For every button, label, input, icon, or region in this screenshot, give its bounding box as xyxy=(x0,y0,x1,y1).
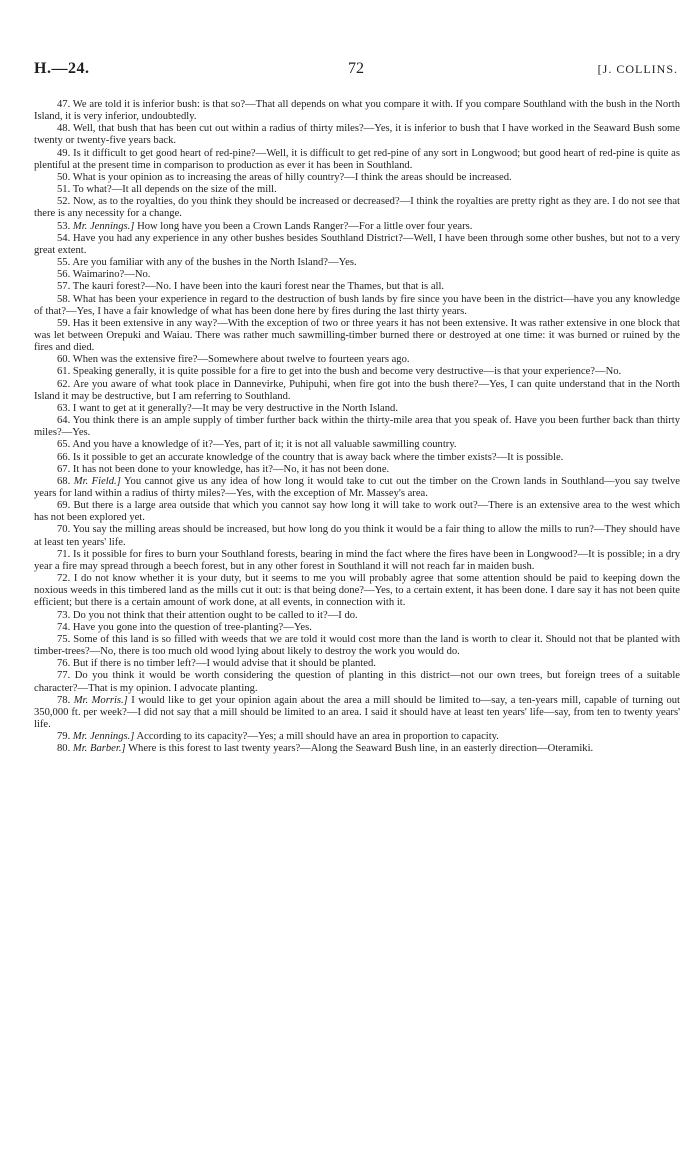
testimony-paragraph xyxy=(34,184,680,196)
question-number: 68. xyxy=(57,475,71,487)
question-number: 56. xyxy=(57,269,71,281)
testimony-paragraph xyxy=(34,500,680,524)
testimony-paragraph xyxy=(34,573,680,609)
testimony-paragraph xyxy=(34,524,680,548)
speaker-name: Mr. Morris.] xyxy=(73,694,128,706)
question-number: 63. xyxy=(57,402,71,414)
testimony-paragraph xyxy=(34,233,680,257)
question-number: 51. xyxy=(57,184,71,196)
question-number: 76. xyxy=(57,658,71,670)
question-number: 59. xyxy=(57,317,71,329)
testimony-paragraph xyxy=(34,415,680,439)
question-number: 58. xyxy=(57,293,71,305)
testimony-paragraph xyxy=(34,99,680,123)
testimony-text: Have you had any experience in any other bushes besides Southland District?—Well, I have been through some other bushes, but not to a very great extent. xyxy=(34,232,680,256)
speaker-name: Mr. Barber.] xyxy=(72,743,126,755)
question-number: 57. xyxy=(57,281,71,293)
testimony-text: It has not been done to your knowledge, has it?—No, it has not been done. xyxy=(72,463,390,475)
testimony-text: To what?—It all depends on the size of the mill. xyxy=(72,184,277,196)
question-number: 48. xyxy=(57,123,71,135)
testimony-paragraph xyxy=(34,294,680,318)
testimony-paragraph xyxy=(34,464,680,476)
testimony-text: Is it difficult to get good heart of red-pine?—Well, it is difficult to get red-pine of any sort in Longwood; but good heart of red-pine is quite as plentiful at the present time in comparison to production as ever it has been in Southland. xyxy=(34,147,680,171)
question-number: 74. xyxy=(57,621,71,633)
testimony-text: According to its capacity?—Yes; a mill should have an area in proportion to capacity. xyxy=(136,731,499,743)
speaker-name: Mr. Jennings.] xyxy=(72,731,135,743)
page-header xyxy=(34,60,678,82)
witness-name: [J. COLLINS. xyxy=(597,62,678,76)
question-number: 75. xyxy=(57,633,71,645)
testimony-text: Has it been extensive in any way?—With the exception of two or three years it has not been extensive. It was rather extensive in one block that was let between Orepuki and Waiau. There was rather much sawmilling-timber burned there or destroyed at one time: it was burned or ruined by the fires and died. xyxy=(34,317,680,354)
testimony-text: Some of this land is so filled with weeds that we are told it would cost more than the land is worth to clear it. Should not that be planted with timber-trees?—No, there is too much old wood lying about likely to destroy the work you would do. xyxy=(34,633,680,658)
testimony-text: Well, that bush that has been cut out within a radius of thirty miles?—Yes, it is inferior to bush that I have worked in the Seaward Bush some twenty or twenty-five years back. xyxy=(34,123,680,147)
testimony-paragraph xyxy=(34,670,680,694)
testimony-text: When was the extensive fire?—Somewhere about twelve to fourteen years ago. xyxy=(72,354,410,366)
question-number: 72. xyxy=(57,573,71,585)
testimony-text: I do not know whether it is your duty, but it seems to me you will probably agree that some attention should be paid to keeping down the noxious weeds in this timbered land as the mills cut it out: is that being done?—Yes, to a certain extent, it has been done. I dare say it has not been quite efficient; but there is a certain amount of work done, at all events, in connection with it. xyxy=(34,573,680,609)
testimony-paragraph xyxy=(34,695,680,731)
testimony-paragraph xyxy=(34,318,680,354)
transcript-body xyxy=(34,99,680,755)
testimony-paragraph xyxy=(34,379,680,403)
testimony-text: But if there is no timber left?—I would advise that it should be planted. xyxy=(72,658,376,670)
testimony-paragraph xyxy=(34,622,680,634)
testimony-text: And you have a knowledge of it?—Yes, part of it; it is not all valuable sawmilling country. xyxy=(72,439,457,451)
question-number: 78. xyxy=(57,694,71,706)
testimony-text: Do you think it would be worth considering the question of planting in this district—not our own trees, but foreign trees of a suitable character?—That is my opinion. I advocate planting. xyxy=(34,670,680,694)
question-number: 50. xyxy=(57,171,71,183)
question-number: 60. xyxy=(57,354,71,366)
testimony-text: The kauri forest?—No. I have been into the kauri forest near the Thames, but that is all. xyxy=(72,281,445,293)
testimony-text: What is your opinion as to increasing the areas of hilly country?—I think the areas should be increased. xyxy=(72,171,512,183)
testimony-paragraph xyxy=(34,148,680,172)
question-number: 69. xyxy=(57,500,71,512)
testimony-paragraph xyxy=(34,281,680,293)
testimony-paragraph xyxy=(34,634,680,658)
question-number: 71. xyxy=(57,548,71,560)
testimony-text: Are you aware of what took place in Dannevirke, Puhipuhi, when fire got into the bush there?—Yes, I can quite understand that in the North Island it may be destructive, but I am referring to Southland. xyxy=(34,378,680,402)
testimony-paragraph xyxy=(34,172,680,184)
testimony-text: Do you not think that their attention ought to be called to it?—I do. xyxy=(72,609,358,621)
testimony-paragraph xyxy=(34,743,680,755)
testimony-paragraph xyxy=(34,269,680,281)
question-number: 47. xyxy=(57,99,71,110)
question-number: 70. xyxy=(57,524,71,536)
question-number: 61. xyxy=(57,366,71,378)
speaker-name: Mr. Field.] xyxy=(73,475,121,487)
testimony-text: Where is this forest to last twenty years?—Along the Seaward Bush line, in an easterly direction—Oteramiki. xyxy=(128,743,594,755)
question-number: 55. xyxy=(57,257,71,269)
testimony-text: We are told it is inferior bush: is that so?—That all depends on what you compare it with. If you compare Southland with the bush in the North Island, it is very inferior, undoubtedly. xyxy=(34,99,680,123)
testimony-paragraph xyxy=(34,366,680,378)
testimony-paragraph xyxy=(34,549,680,573)
question-number: 73. xyxy=(57,609,71,621)
testimony-paragraph xyxy=(34,610,680,622)
question-number: 80. xyxy=(57,743,71,755)
testimony-text: Is it possible for fires to burn your Southland forests, bearing in mind the fact where the fires have been in Longwood?—It is possible; in a dry year a fire may spread through a beech forest, but in any other forest in Southland it will not reach far in maiden bush. xyxy=(34,548,680,572)
question-number: 62. xyxy=(57,378,71,390)
testimony-text: Waimarino?—No. xyxy=(72,269,151,281)
question-number: 79. xyxy=(57,731,71,743)
testimony-text: Have you gone into the question of tree-planting?—Yes. xyxy=(72,621,312,633)
question-number: 77. xyxy=(57,670,71,682)
testimony-text: Are you familiar with any of the bushes in the North Island?—Yes. xyxy=(72,257,357,269)
testimony-text: You think there is an ample supply of timber further back within the thirty-mile area that you speak of. Have you been further back than thirty miles?—Yes. xyxy=(34,415,680,439)
question-number: 53. xyxy=(57,220,71,232)
testimony-paragraph xyxy=(34,403,680,415)
question-number: 54. xyxy=(57,232,71,244)
testimony-text: You cannot give us any idea of how long it would take to cut out the timber on the Crown lands in Southland—you say twelve years for land within a radius of thirty miles?—Yes, with the exception of Mr. Massey's area. xyxy=(34,475,680,499)
question-number: 49. xyxy=(57,147,71,159)
testimony-text: Speaking generally, it is quite possible for a fire to get into the bush and become very destructive—is that your experience?—No. xyxy=(72,366,622,378)
testimony-paragraph xyxy=(34,123,680,147)
testimony-text: How long have you been a Crown Lands Ranger?—For a little over four years. xyxy=(137,220,473,232)
testimony-text: I would like to get your opinion again about the area a mill should be limited to—say, a ten-years mill, capable of turning out 350,000 ft. per week?—I did not say that a mill should be limited to an area. I said it should have at least ten years' life—say, from ten to twenty years' life. xyxy=(34,694,680,730)
testimony-paragraph xyxy=(34,439,680,451)
document-code: H.—24. xyxy=(34,60,90,77)
testimony-paragraph xyxy=(34,731,680,743)
testimony-paragraph xyxy=(34,658,680,670)
question-number: 67. xyxy=(57,463,71,475)
testimony-text: But there is a large area outside that which you cannot say how long it will take to work out?—There is an extensive area to the west which has not been explored yet. xyxy=(34,500,680,524)
testimony-text: Is it possible to get an accurate knowledge of the country that is away back where the timber exists?—It is possible. xyxy=(72,451,564,463)
speaker-name: Mr. Jennings.] xyxy=(72,220,135,232)
testimony-text: I want to get at it generally?—It may be very destructive in the North Island. xyxy=(72,402,398,414)
testimony-paragraph xyxy=(34,221,680,233)
question-number: 64. xyxy=(57,415,71,427)
question-number: 65. xyxy=(57,439,71,451)
page-number: 72 xyxy=(348,60,364,77)
testimony-paragraph xyxy=(34,196,680,220)
testimony-text: Now, as to the royalties, do you think they should be increased or decreased?—I think the royalties are pretty right as they are. I do not see that there is any necessity for a change. xyxy=(34,196,680,220)
testimony-paragraph xyxy=(34,257,680,269)
testimony-text: What has been your experience in regard to the destruction of bush lands by fire since you have been in the district—have you any knowledge of that?—Yes, I have a fair knowledge of what has been done here by fires during the last thirty years. xyxy=(34,293,680,317)
testimony-paragraph xyxy=(34,354,680,366)
testimony-paragraph xyxy=(34,452,680,464)
testimony-paragraph xyxy=(34,476,680,500)
question-number: 52. xyxy=(57,196,71,208)
testimony-text: You say the milling areas should be increased, but how long do you think it would be a fair thing to allow the mills to run?—They should have at least ten years' life. xyxy=(34,524,680,548)
question-number: 66. xyxy=(57,451,71,463)
